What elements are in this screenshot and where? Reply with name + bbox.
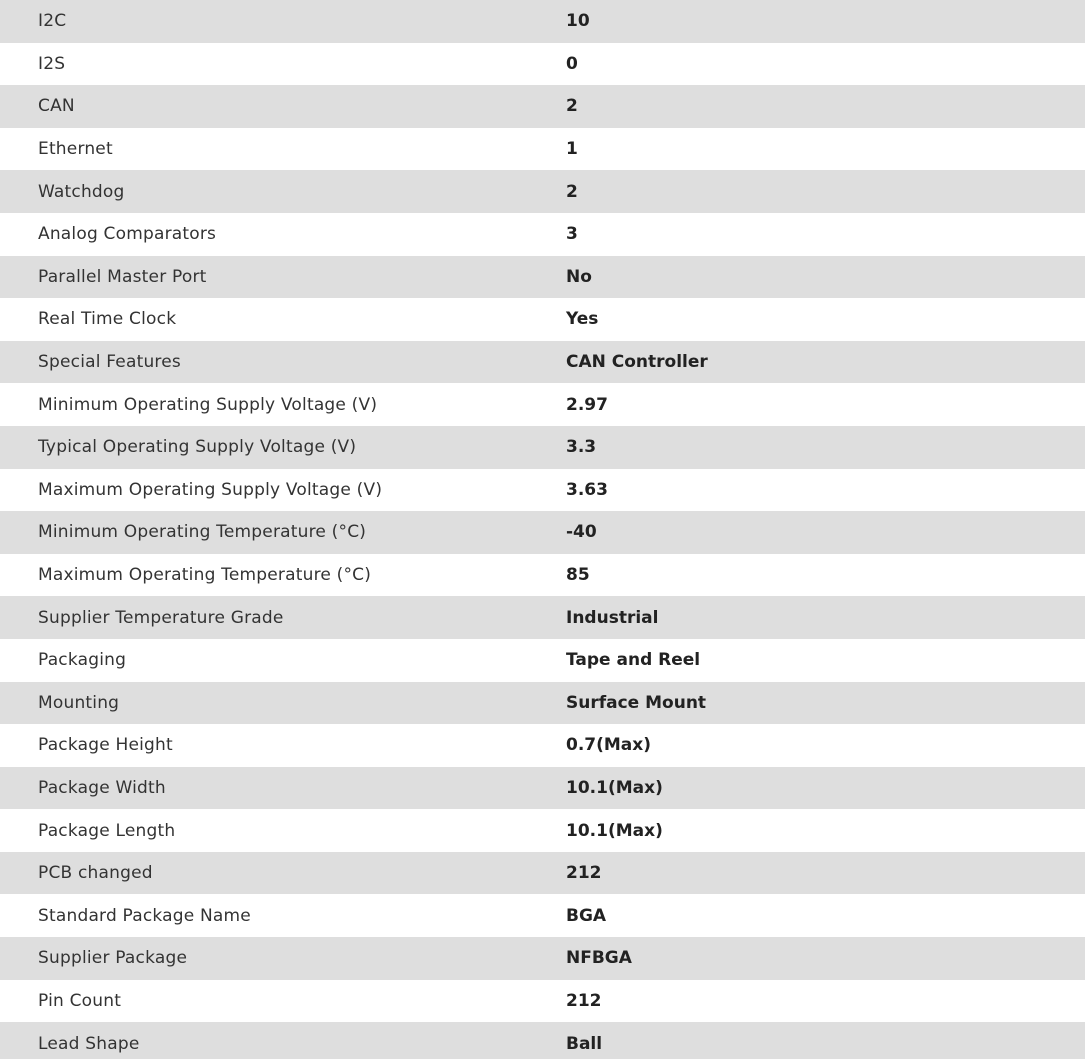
spec-label: Typical Operating Supply Voltage (V) <box>38 437 357 458</box>
spec-value: 0.7(Max) <box>566 735 652 756</box>
spec-label: Lead Shape <box>38 1033 140 1054</box>
spec-value: 3.3 <box>566 437 597 458</box>
spec-row <box>0 383 1085 426</box>
spec-row <box>0 596 1085 639</box>
spec-row <box>0 639 1085 682</box>
spec-value: Tape and Reel <box>566 650 701 671</box>
spec-value: Ball <box>566 1033 603 1054</box>
spec-value: Surface Mount <box>566 692 707 713</box>
spec-value: Yes <box>566 309 599 330</box>
spec-row <box>0 128 1085 171</box>
spec-label: Mounting <box>38 692 120 713</box>
spec-value: 10.1(Max) <box>566 820 663 841</box>
spec-row <box>0 511 1085 554</box>
spec-label: Supplier Temperature Grade <box>38 607 284 628</box>
spec-value: 1 <box>566 139 578 160</box>
spec-label: Package Width <box>38 777 166 798</box>
spec-label: Maximum Operating Supply Voltage (V) <box>38 479 383 500</box>
spec-label: Ethernet <box>38 139 113 160</box>
spec-value: 3 <box>566 224 578 245</box>
spec-value: BGA <box>566 905 607 926</box>
spec-label: Minimum Operating Supply Voltage (V) <box>38 394 378 415</box>
spec-row <box>0 43 1085 86</box>
spec-row <box>0 469 1085 512</box>
spec-label: Supplier Package <box>38 948 188 969</box>
spec-label: Packaging <box>38 650 127 671</box>
spec-value: 212 <box>566 990 602 1011</box>
spec-value: 10.1(Max) <box>566 777 663 798</box>
spec-value: 2 <box>566 181 578 202</box>
spec-row <box>0 852 1085 895</box>
spec-label: Package Height <box>38 735 173 756</box>
spec-label: Real Time Clock <box>38 309 177 330</box>
spec-label: Analog Comparators <box>38 224 217 245</box>
spec-value: No <box>566 266 592 287</box>
spec-value: 2 <box>566 96 578 117</box>
spec-row <box>0 809 1085 852</box>
spec-label: PCB changed <box>38 863 153 884</box>
spec-label: Special Features <box>38 352 181 373</box>
spec-label: Pin Count <box>38 990 122 1011</box>
spec-label: Standard Package Name <box>38 905 251 926</box>
spec-value: 85 <box>566 565 590 586</box>
spec-value: NFBGA <box>566 948 632 969</box>
spec-row <box>0 1022 1085 1059</box>
spec-row <box>0 341 1085 384</box>
spec-row <box>0 213 1085 256</box>
spec-row <box>0 0 1085 43</box>
spec-row <box>0 937 1085 980</box>
spec-row <box>0 170 1085 213</box>
spec-row <box>0 256 1085 299</box>
spec-row <box>0 298 1085 341</box>
spec-label: I2S <box>38 53 66 74</box>
spec-value: CAN Controller <box>566 352 708 373</box>
spec-row <box>0 894 1085 937</box>
spec-value: Industrial <box>566 607 659 628</box>
spec-label: Maximum Operating Temperature (°C) <box>38 565 372 586</box>
spec-label: Parallel Master Port <box>38 266 207 287</box>
spec-label: CAN <box>38 96 75 117</box>
spec-label: Minimum Operating Temperature (°C) <box>38 522 367 543</box>
spec-value: 2.97 <box>566 394 608 415</box>
spec-label: I2C <box>38 11 67 32</box>
spec-value: 3.63 <box>566 479 608 500</box>
spec-row <box>0 980 1085 1023</box>
spec-value: 212 <box>566 863 602 884</box>
spec-label: Watchdog <box>38 181 125 202</box>
spec-label: Package Length <box>38 820 176 841</box>
spec-value: 0 <box>566 53 578 74</box>
spec-value: -40 <box>566 522 597 543</box>
spec-row <box>0 426 1085 469</box>
spec-row <box>0 554 1085 597</box>
spec-row <box>0 767 1085 810</box>
spec-row <box>0 682 1085 725</box>
spec-row <box>0 724 1085 767</box>
spec-row <box>0 85 1085 128</box>
spec-value: 10 <box>566 11 590 32</box>
